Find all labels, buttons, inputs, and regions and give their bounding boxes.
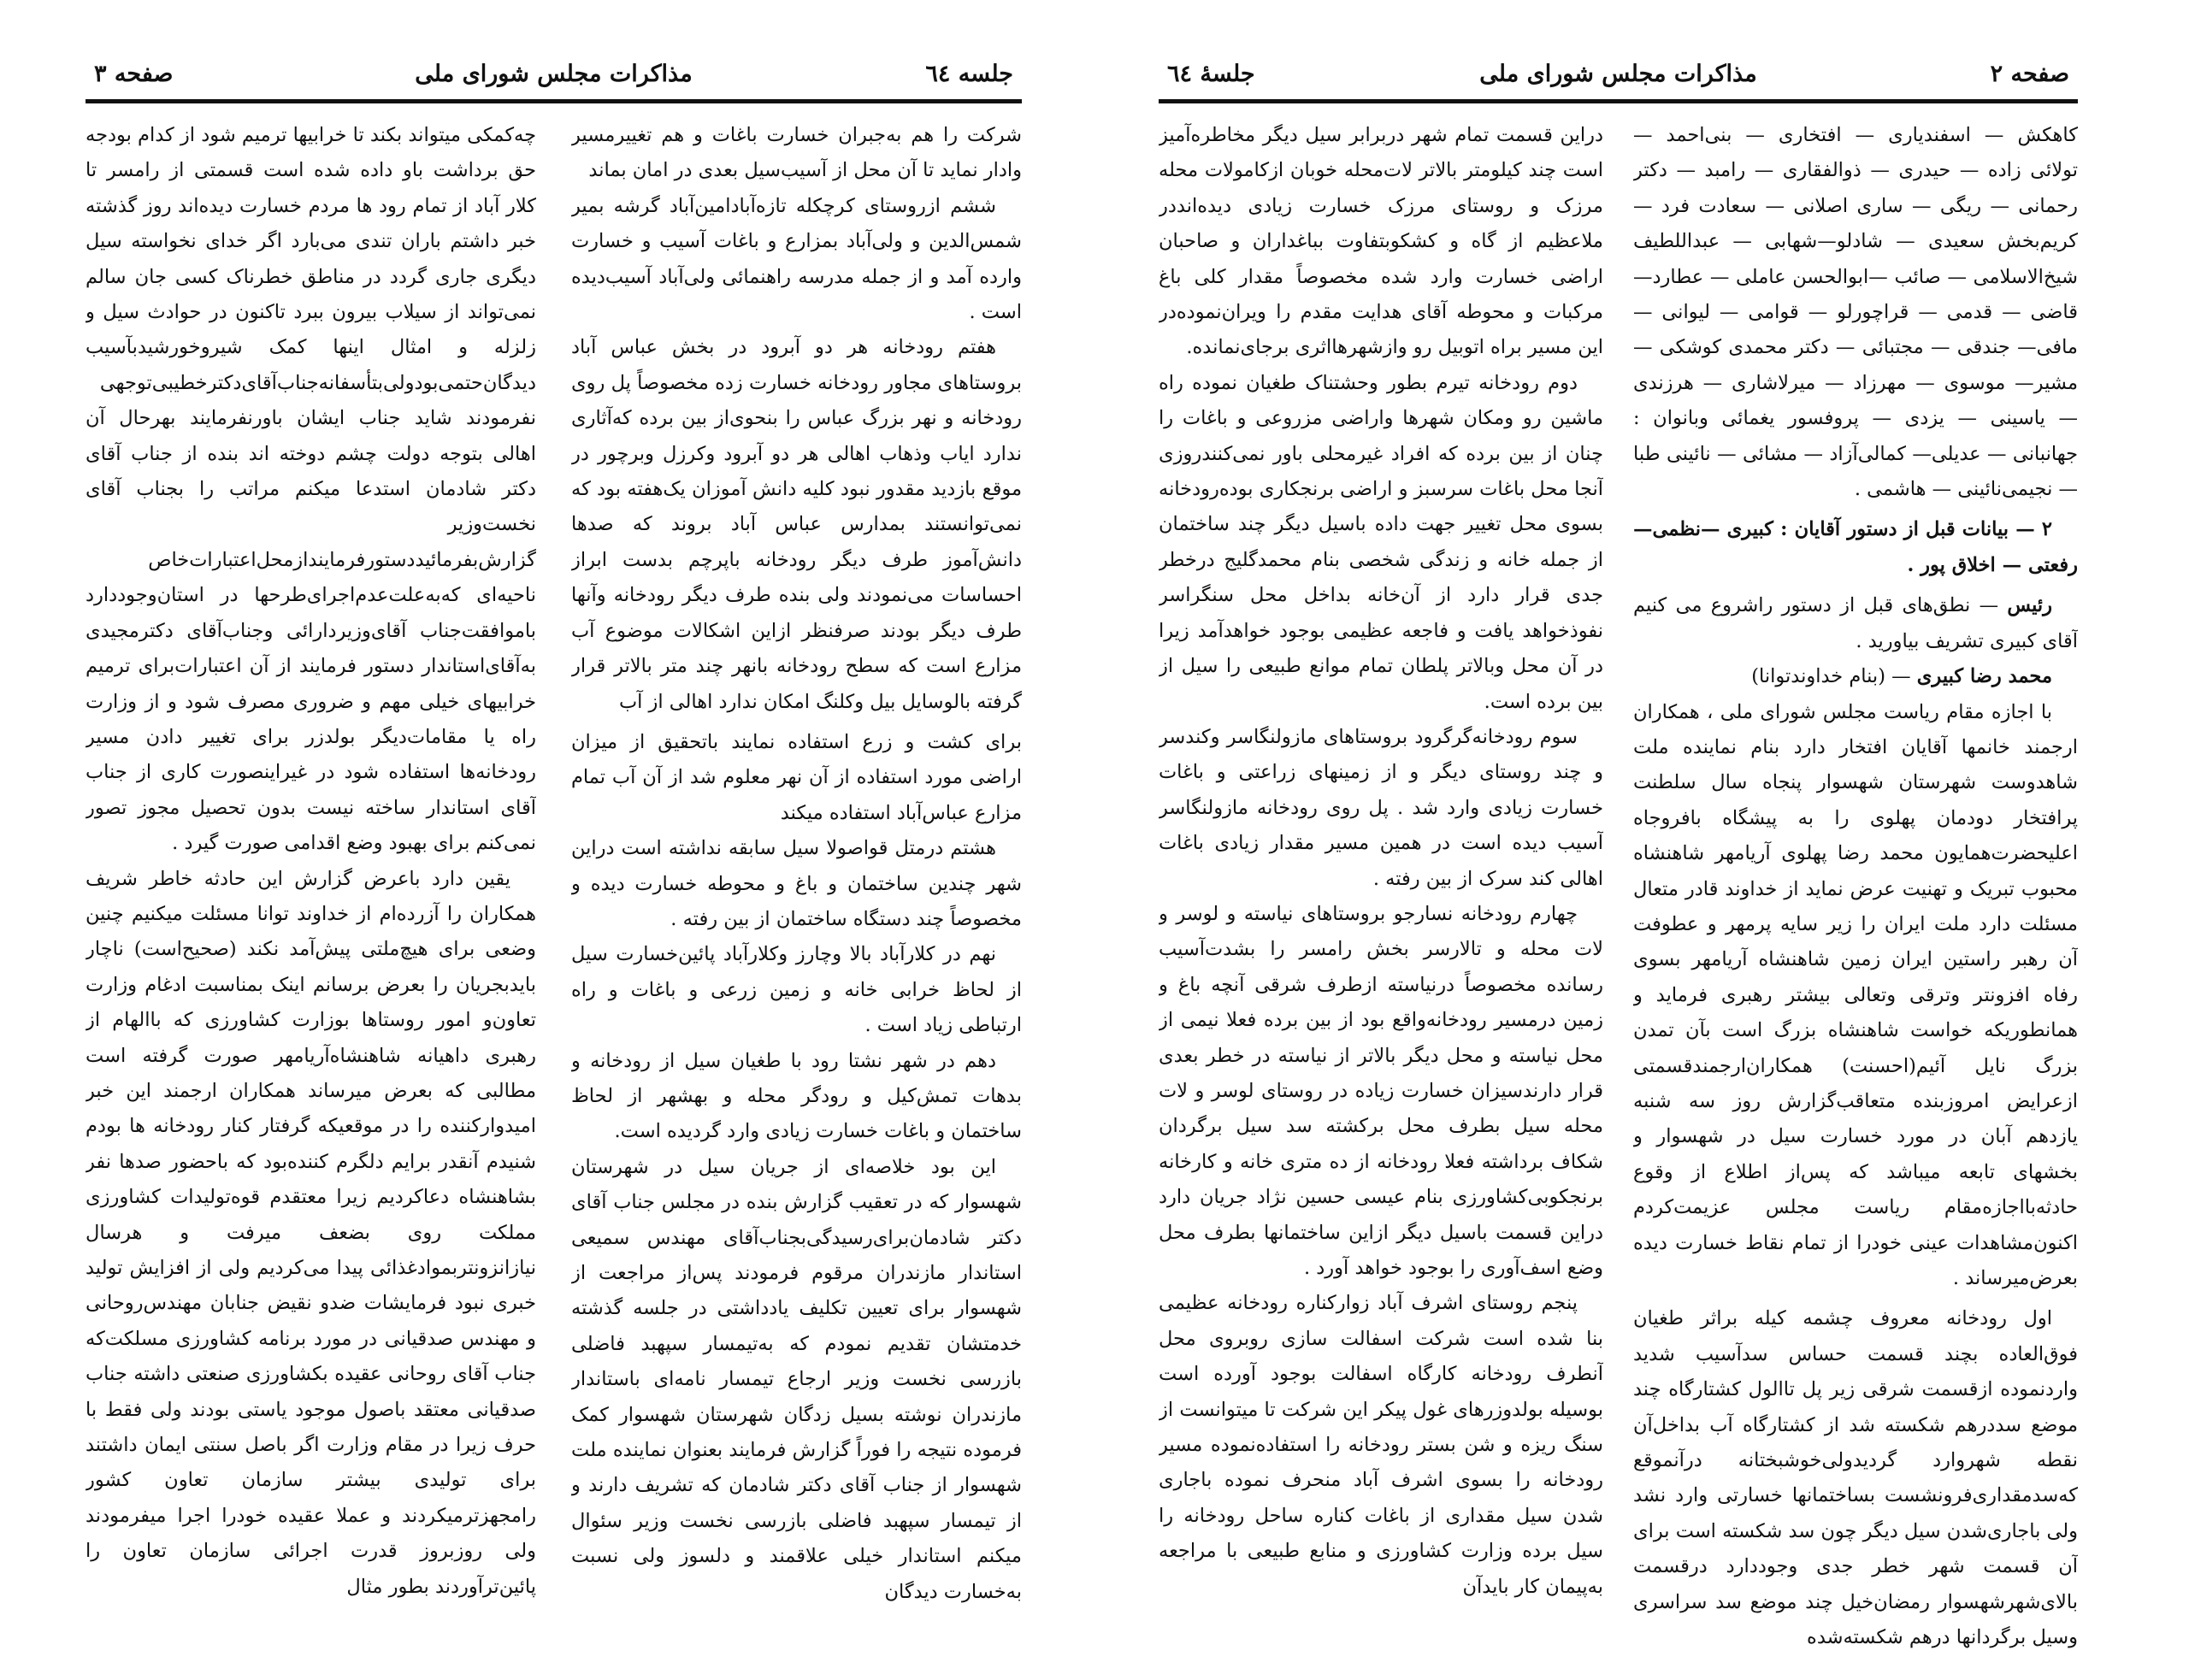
paragraph: ششم ازروستای کرچکله تازه‌آبادامین‌آباد گرشه بمیر شمس‌الدین و ولی‌آباد بمزارع و باغات آسیب و خسارت وارده آمد و از جمله مدرسه راهنمائی ولی‌آباد آسیب‌دیده است . xyxy=(571,194,1022,324)
page-3 xyxy=(86,51,1022,1659)
paragraph: این بود خلاصه‌ای از جریان سیل در شهرستان شهسوار که در تعقیب گزارش بنده در مجلس جناب آقای دکتر شادمان‌برای‌رسیدگی‌بجناب‌آقای مهندس سمیعی استاندار مازندران مرقوم فرمودند پس‌از مراجعت از شهسوار برای تعیین تکلیف یادداشتی در جلسه گذشته خدمتشان تقدیم نمودم که به‌تیمسار سپهبد فاضلی بازرسی نخست وزیر ارجاع تیمسار نامه‌ای باستاندار مازندران نوشته بسیل زدگان شهرستان شهسوار کمک فرموده نتیجه را فوراً گزارش فرمایند بعنوان نماینده ملت شهسوار از جناب آقای دکتر شادمان که تشریف دارند و از تیمسار سپهبد فاضلی بازرسی نخست وزیر سئوال میکنم استاندار خیلی علاقمند و دلسوز ولی نسبت به‌خسارت دیدگان xyxy=(571,1155,1022,1603)
paragraph: چهارم رودخانه نسارجو بروستاهای نیاسته و لوسر و لات محله و تالارسر بخش رامسر را بشدت‌آسیب رسانده مخصوصاً درنیاسته ازطرف شرقی آنچه باغ و زمین درمسیر رودخانه‌واقع بود از بین برده فعلا نیمی از محل نیاسته و محل دیگر بالاتر از نیاسته در خطر بعدی قرار دارندسیزان خسارت زیاده در روستای لوسر و لات محله سیل بطرف محل برکشته سد سیل برگردان شکاف برداشته فعلا رودخانه از ده متری خانه و کارخانه برنجکوبی‌کشاورزی بنام عیسی حسین نژاد جریان دارد دراین قسمت باسیل دیگر ازاین ساختمانها بطرف محل وضع اسف‌آوری را بوجود خواهد آورد . xyxy=(1159,902,1603,1279)
text-columns xyxy=(86,118,1022,1659)
attendance-list: کاهکش — اسفندیاری — افتخاری — بنی‌احمد — تولائی زاده — حیدری — ذوالفقاری — رامبد — دکتر رحمانی — ریگی — ساری اصلانی — سعادت فرد — کریم‌بخش سعیدی — شادلو‌—شهابی — عبداللطیف شیخ‌الاسلامی — صائب —ابوالحسن عاملی — عطارد— قاضی — قدمی — قراچورلو — قوامی — لیوانی — مافی— جندقی — مجتبائی — دکتر محمدی کوشکی — مشیر— موسوی — مهرزاد — میرلاشاری — هرزندی — یاسینی — یزدی — پروفسور یغمائی وبانوان : جهانبانی — عدیلی— کمالی‌آزاد — مشائی — نائینی طبا — نجیمی‌نائینی — هاشمی . xyxy=(1633,124,2078,501)
text-column-right xyxy=(571,118,1022,1659)
text-column-left xyxy=(86,118,536,1659)
session-number: جلسهٔ ٦٤ xyxy=(1167,61,1255,87)
paragraph: دراین قسمت تمام شهر دربرابر سیل دیگر مخاطره‌آمیز است چند کیلومتر بالاتر لات‌محله خوبان ازکامولات محله مرزک و روستای مرزک خسارت زیادی دیده‌انددر ملاعظیم از گاه و کشکوبتفاوت بباغداران و صاحبان اراضی خسارت وارد شده مخصوصاً مقدار کلی باغ مرکبات و محوطه آقای هدایت مقدم را ویران‌نموده‌در این مسیر براه اتوبیل رو وازشهرها‌اثری برجای‌نمانده. xyxy=(1159,124,1603,359)
paragraph: یقین دارد باعرض گزارش این حادثه خاطر شریف همکاران را آزرده‌ام از خداوند توانا مسئلت میکنیم چنین وضعی برای هیچ‌ملتی پیش‌آمد نکند (صحیح‌است) ناچار بایدبجریان را بعرض برسانم اینک بمناسبت ادغام وزارت تعاون‌و امور روستاها بوزارت کشاورزی که باالهام از رهبری داهیانه شاهنشاه‌آریامهر صورت گرفته است مطالبی که بعرض میرساند همکاران ارجمند این خبر امیدوارکننده را در موقعیکه گرفتار کنار رودخانه ها بودم شنیدم آنقدر برایم دلگرم کننده‌بود که باحضور صدها نفر بشاهنشاه دعا‌کردیم زیرا معتقدم قوه‌تولیدات کشاورزی مملکت روی بضعف میرفت و هرسال نیازانزونتربمواد‌غذائی پیدا می‌کردیم ولی از افزایش تولید خبری نبود فرمایشات ضدو نقیض جنابان مهندس‌روحانی و مهندس صدقیانی در مورد برنامه کشاورزی مسلکت‌که جناب آقای روحانی عقیده بکشاورزی صنعتی داشته جناب صدقیانی معتقد باصول موجود یاستی بودند ولی فقط با حرف زیرا در مقام وزارت اگر باصل سنتی ایمان داشتند برای تولیدی بیشتر سازمان تعاون کشور رامجهزترمیکردند و عملا عقیده خودرا اجرا میفرمودند ولی روزبروز قدرت اجرائی سازمان تعاون را پائین‌ترآوردند بطور مثال xyxy=(86,867,536,1598)
paragraph: شرکت را هم به‌جبران خسارت باغات و هم تغییرمسیر وادار نماید تا آن محل از آسیب‌سیل بعدی در امان بماند xyxy=(571,124,1022,182)
session-number: جلسه ٦٤ xyxy=(925,61,1013,87)
paragraph: هفتم رودخانه هر دو آبرود در بخش عباس آباد بروستاهای مجاور رودخانه خسارت زده مخصوصاً پل روی رودخانه و نهر بزرگ عباس را بنحوی‌از بین برده که‌آثاری ندارد ایاب وذهاب اهالی هر دو آبرود وکرزل وبرچور در موقع بازدید مقدور نبود کلیه دانش آموزان یک‌هفته بود که نمی‌توانستند بمدارس عباس آباد بروند که صدها دانش‌آموز طرف دیگر رودخانه باپرچم بدست ابراز احساسات می‌نمودند ولی بنده طرف دیگر رودخانه وآنها طرف دیگر بودند صرفنظر ازاین اشکالات موضوع آب مزارع است که سطح رودخانه بانهر چند متر بالاتر قرار گرفته بالوسایل بیل وکلنگ امکان ندارد اهالی از آب xyxy=(571,336,1022,713)
paragraph: دوم رودخانه تیرم بطور وحشتناک طغیان نموده راه ماشین رو ومکان شهرها واراضی مزروعی و باغات را چنان از بین برده که افراد غیرمحلی باور نمی‌کنندروزی آنجا محل باغات سرسبز و اراضی برنجکاری بوده‌رودخانه بسوی محل تغییر جهت داده باسیل دیگر چند ساختمان از جمله خانه و زندگی شخصی بنام محمدگلیج درخطر جدی قرار دارد از آن‌خانه بداخل محل سنگراسر نفوذخواهد یافت و فاجعه عظیمی بوجود خواهدآمد زیرا در آن محل وبالاتر پلطان تمام موانع طبیعی را سیل از بین برده است. xyxy=(1159,371,1603,713)
paragraph: پنجم روستای اشرف آباد زوارکناره رودخانه عظیمی بنا شده است شرکت اسفالت سازی روبروی محل آنطرف رودخانه کارگاه اسفالت بوجود آورده است بوسیله بولدوزرهای غول پیکر این شرکت تا میتوانست از سنگ ریزه و شن بستر رودخانه را استفاده‌نموده مسیر رودخانه را بسوی اشرف آباد منحرف نموده باجاری شدن سیل مقداری از باغات کناره ساحل رودخانه را سیل برده وزارت کشاورزی و منابع طبیعی با مراجعه به‌پیمان کار بایدآن xyxy=(1159,1292,1603,1598)
chair-remark xyxy=(1633,588,2078,659)
paragraph: دهم در شهر نشتا رود با طغیان سیل از رودخانه و بدهات تمش‌کیل و رودگر محله و بهشهر از لحاظ ساختمان و باغات خسارت زیادی وارد گردیده است. xyxy=(571,1049,1022,1143)
speaker-label: رئیس xyxy=(2007,594,2052,617)
page-2 xyxy=(1159,51,2078,1659)
journal-title: مذاکرات مجلس شورای ملی xyxy=(415,61,693,87)
paragraph: نهم در کلارآباد بالا وچارز وکلارآباد پائین‌خسارت سیل از لحاظ خرابی خانه و زمین زرعی و باغات و راه ارتباطی زیاد است . xyxy=(571,943,1022,1037)
text-columns xyxy=(1159,118,2078,1659)
paragraph: با اجازه مقام ریاست مجلس شورای ملی ، همکاران ارجمند خانمها آقایان افتخار دارد بنام نماینده ملت شاهدوست شهرستان شهسوار پنجاه سال سلطنت پرافتخار دودمان پهلوی را به پیشگاه بافروجاه اعلیحضرت‌همایون محمد رضا پهلوی آریامهر شاهنشاه محبوب تبریک و تهنیت عرض نماید از خداوند قادر متعال مسئلت دارد ملت ایران را زیر سایه پرمهر و عطوفت آن رهبر راستین ایران زمین شاهنشاه آریامهر بسوی رفاه افزونتر وترقی وتعالی بیشتر رهبری فرماید و همانطوریکه خواست شاهنشاه بزرگ است بآن تمدن بزرگ نایل آئیم(احسنت) همکاران‌ارجمندقسمتی ازعرایض امروزبنده متعاقب‌گزارش روز سه شنبه یازدهم آبان در مورد خسارت سیل در شهسوار و بخشهای تابعه میباشد که پس‌از اطلاع از وقوع حادثه‌بااجازه‌مقام ریاست مجلس عزیمت‌کردم اکنون‌مشاهدات عینی خودرا از تمام نقاط خسارت دیده بعرض‌میرساند . xyxy=(1633,700,2078,1289)
paragraph: اول رودخانه معروف چشمه کیله براثر طغیان فوق‌العاده بچند قسمت حساس سدآسیب شدید واردنموده ازقسمت شرقی زیر پل تاالول کشتارگاه چند موضع سددرهم شکسته شد از کشتارگاه آب بداخل‌آن نقطه شهروارد گردیدولی‌خوشبختانه درآنموقع که‌سدمقداری‌فرونشست بساختمانها خسارتی وارد نشد ولی باجاری‌شدن سیل دیگر چون سد شکسته است برای آن قسمت شهر خطر جدی وجوددارد درقسمت بالای‌شهرشهسوار رمضان‌خیل چند موضع سد سراسری وسیل برگردانها درهم شکسته‌شده xyxy=(1633,1307,2078,1649)
speaker-label: محمد رضا کبیری xyxy=(1916,665,2052,688)
page-header xyxy=(86,51,1022,103)
paragraph: هشتم درمتل قواصولا سیل سابقه نداشته است دراین شهر چندین ساختمان و باغ و محوطه خسارت دیده و مخصوصاً چند دستگاه ساختمان از بین رفته . xyxy=(571,837,1022,930)
text-column-left xyxy=(1159,118,1603,1659)
page-number: صفحه ٢ xyxy=(1990,61,2069,87)
page-header xyxy=(1159,51,2078,103)
speaker-line xyxy=(1633,659,2078,694)
paragraph: برای کشت و زرع استفاده نمایند باتحقیق از میزان اراضی مورد استفاده از آن نهر معلوم شد از آن آب تمام مزارع عباس‌آباد استفاده میکند xyxy=(571,730,1022,824)
paragraph: چه‌کمکی میتواند بکند تا خرابیها ترمیم شود از کدام بودجه حق برداشت باو داده شده است قسمتی از رامسر تا کلار آباد از تمام رود ها مردم خسارت دیده‌اند روز گذشته خبر داشتم باران تندی می‌بارد اگر خدای نخواسته سیل دیگری جاری گردد در مناطق خطرناک کسی جان سالم نمی‌تواند از سیلاب بیرون ببرد تاکنون در حوادث سیل و زلزله و امثال اینها کمک شیروخورشیدبآسیب دیدگان‌حتمی‌بودولی‌بتأسفانه‌جناب‌آقای‌دکترخطیبی‌توجهی نفرمودند شاید جناب ایشان باورنفرمایند بهرحال آن اهالی بتوجه دولت چشم دوخته اند بنده از جناب آقای دکتر شادمان استدعا میکنم مراتب را بجناب آقای نخست‌وزیر گزارش‌بفرمائیددستورفرمایندازمحل‌اعتبارات‌خاص ناحیه‌ای که‌به‌علت‌عدم‌اجرای‌طرحها در استان‌وجوددارد باموافقت‌جناب آقای‌وزیردارائی وجناب‌آقای دکترمجیدی به‌آقای‌استاندار دستور فرمایند از آن اعتبارات‌برای ترمیم خرابیهای خیلی مهم و ضروری مصرف شود و از وزارت راه یا مقامات‌دیگر بولدزر برای تغییر دادن مسیر رودخانه‌ها استفاده شود در غیراینصورت کاری از جناب آقای استاندار ساخته نیست بدون تحصیل مجوز تصور نمی‌کنم برای بهبود وضع اقدامی صورت گیرد . xyxy=(86,124,536,855)
journal-title: مذاکرات مجلس شورای ملی xyxy=(1479,61,1757,87)
paragraph: سوم رودخانه‌گرگرود بروستاهای مازولنگاسر وکندسر و چند روستای دیگر و از زمینهای زراعتی و باغات خسارت زیادی وارد شد . پل روی رودخانه مازولنگاسر آسیب دیده است در همین مسیر مقدار زیادی باغات اهالی کند سرک از بین رفته . xyxy=(1159,725,1603,890)
remark-text: — نطق‌های قبل از دستور راشروع می کنیم آقای کبیری تشریف بیاورید . xyxy=(1633,594,2078,652)
invocation-text: — (بنام خداوندتوانا) xyxy=(1751,665,1911,688)
section-heading: ۲ — بیانات قبل از دستور آقایان : کبیری —نظمی— رفعتی — اخلاق پور . xyxy=(1633,518,2078,576)
text-column-right xyxy=(1633,118,2078,1659)
page-number: صفحه ٣ xyxy=(94,61,174,87)
